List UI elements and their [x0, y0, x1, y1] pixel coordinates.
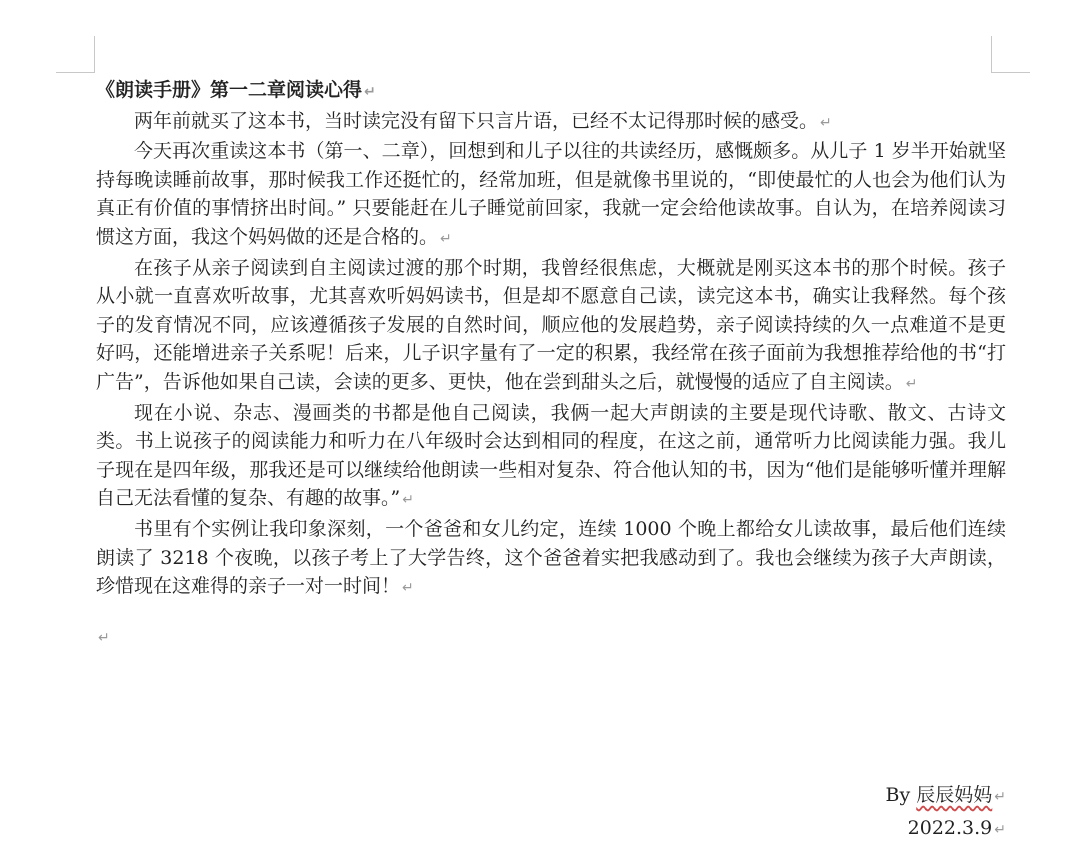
- paragraph-5: 书里有个实例让我印象深刻，一个爸爸和女儿约定，连续 1000 个晚上都给女儿读故事，最后他们连续朗读了 3218 个夜晚，以孩子考上了大学告终，这个爸爸着实把我感动到了。我也会继续为孩子大声朗读，珍惜现在这难得的亲子一对一时间！ ↵: [96, 517, 1006, 598]
- paragraph-1: 两年前就买了这本书，当时读完没有留下只言片语，已经不太记得那时候的感受。 ↵: [134, 109, 832, 132]
- paragraph-mark-icon: ↵: [820, 114, 832, 131]
- paragraph-mark-icon: ↵: [994, 789, 1006, 805]
- empty-paragraph: [96, 622, 1006, 651]
- paragraph-2: 今天再次重读这本书（第一、二章），回想到和儿子以往的共读经历，感慨颇多。从儿子 1 岁半开始就坚持每晚读睡前故事，那时候我工作还挺忙的，经常加班，但是就像书里说的，“即使最忙的人也会为他们认为真正有价值的事情挤出时间。” 只要能赶在儿子睡觉前回家，我就一定会给他读故事。自认为，在培养阅读习惯这方面，我这个妈妈做的还是合格的。 ↵: [96, 140, 1006, 248]
- paragraph-mark-icon: ↵: [905, 375, 918, 392]
- paragraph-mark-icon: ↵: [98, 629, 110, 646]
- paragraph-3: 在孩子从亲子阅读到自主阅读过渡的那个时期，我曾经很焦虑，大概就是刚买这本书的那个时候。孩子从小就一直喜欢听故事，尤其喜欢听妈妈读书，但是却不愿意自己读，读完这本书，确实让我释然。每个孩子的发育情况不同，应该遵循孩子发展的自然时间，顺应他的发展趋势，亲子阅读持续的久一点难道不是更好吗，还能增进亲子关系呢！后来，儿子识字量有了一定的积累，我经常在孩子面前为我想推荐给他的书“打广告”，告诉他如果自己读，会读的更多、更快，他在尝到甜头之后，就慢慢的适应了自主阅读。 ↵: [96, 256, 1006, 393]
- paragraph-mark-icon: ↵: [440, 230, 452, 247]
- document-title: 《朗读手册》第一二章阅读心得 ↵: [96, 79, 376, 101]
- signature-date: 2022.3.9 ↵: [907, 817, 1006, 839]
- paragraph-mark-icon: ↵: [994, 822, 1006, 838]
- paragraph-mark-icon: ↵: [364, 84, 376, 100]
- page-corner-top-left: [56, 36, 95, 73]
- page-corner-top-right: [991, 36, 1030, 73]
- author-name: 辰辰妈妈: [916, 784, 993, 806]
- paragraph-4: 现在小说、杂志、漫画类的书都是他自己阅读，我俩一起大声朗读的主要是现代诗歌、散文、古诗文类。书上说孩子的阅读能力和听力在八年级时会达到相同的程度，在这之前，通常听力比阅读能力强。我儿子现在是四年级，那我还是可以继续给他朗读一些相对复杂、符合他认知的书，因为“他们是能够听懂并理解自己无法看懂的复杂、有趣的故事。” ↵: [96, 401, 1006, 510]
- signature-prefix: By: [885, 784, 917, 806]
- document-page[interactable]: [96, 76, 1006, 839]
- signature: [886, 781, 1007, 812]
- paragraph-mark-icon: ↵: [402, 492, 414, 509]
- paragraph-mark-icon: ↵: [402, 580, 414, 597]
